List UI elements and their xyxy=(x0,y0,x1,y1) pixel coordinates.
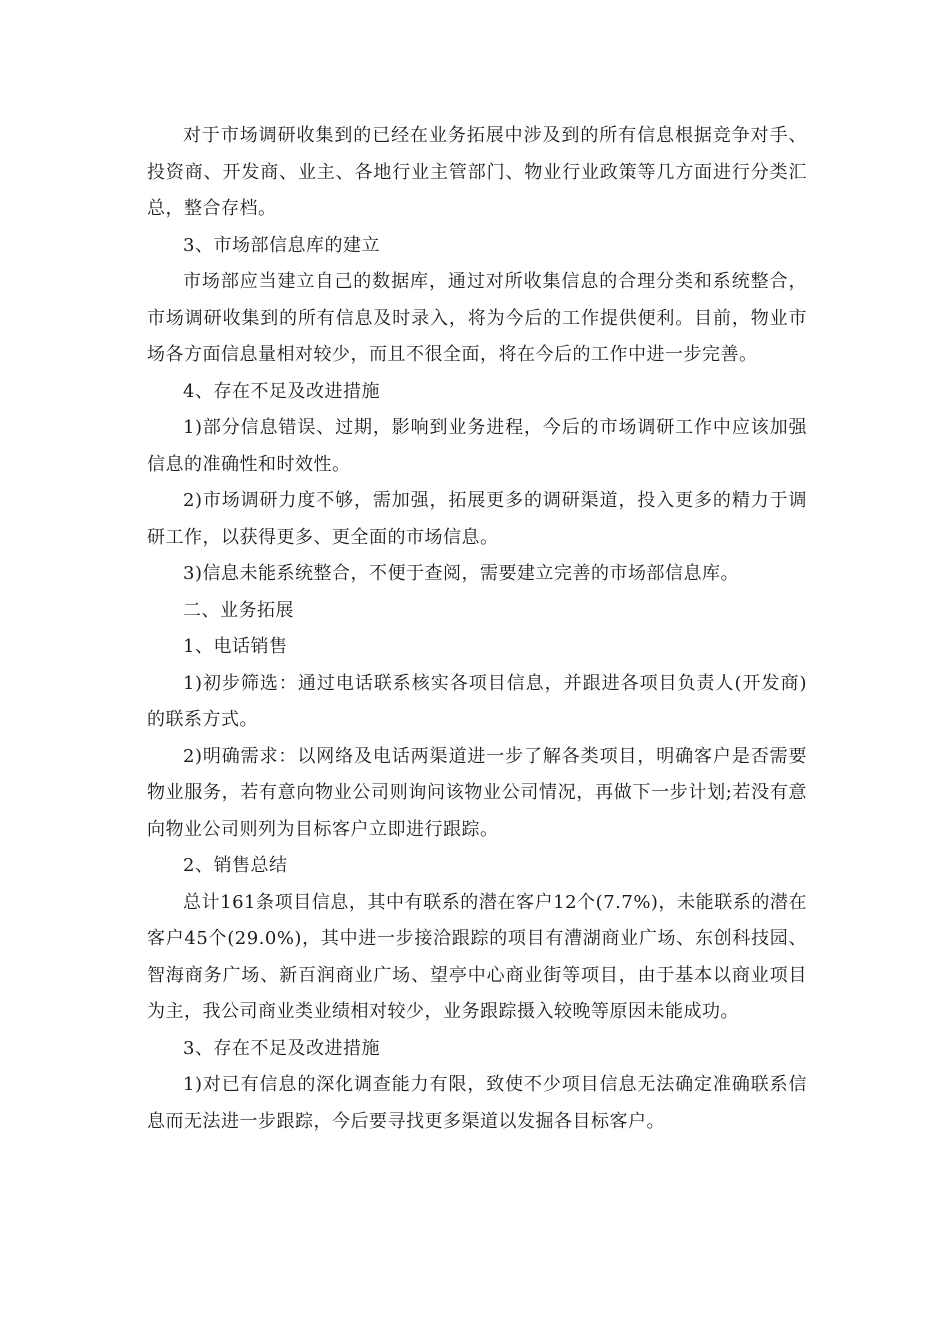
heading-telephone-sales: 1、电话销售 xyxy=(183,636,288,657)
list-item-initial-screening: 1)初步筛选：通过电话联系核实各项目信息，并跟进各项目负责人(开发商)的联系方式。 xyxy=(147,672,807,730)
section-heading-business-expansion: 二、业务拓展 xyxy=(183,599,294,621)
list-item-clarify-needs: 2)明确需求：以网络及电话两渠道进一步了解各类项目，明确客户是否需要物业服务，若有意向物业公司则询问该物业公司情况，再做下一步计划;若没有意向物业公司则列为目标客户立即进行跟踪。 xyxy=(147,745,807,840)
list-item-deep-investigation: 1)对已有信息的深化调查能力有限，致使不少项目信息无法确定准确联系信息而无法进一步跟踪，今后要寻找更多渠道以发掘各目标客户。 xyxy=(147,1074,807,1132)
heading-shortcomings-1: 4、存在不足及改进措施 xyxy=(183,380,380,402)
heading-sales-summary: 2、销售总结 xyxy=(183,855,288,876)
heading-shortcomings-2: 3、存在不足及改进措施 xyxy=(183,1037,380,1059)
list-item-shortcoming-2: 2)市场调研力度不够，需加强，拓展更多的调研渠道，投入更多的精力于调研工作，以获得更多、更全面的市场信息。 xyxy=(147,490,807,548)
paragraph-info-classification: 对于市场调研收集到的已经在业务拓展中涉及到的所有信息根据竞争对手、投资商、开发商、业主、各地行业主管部门、物业行业政策等几方面进行分类汇总，整合存档。 xyxy=(147,125,807,219)
paragraph-database-setup: 市场部应当建立自己的数据库，通过对所收集信息的合理分类和系统整合，市场调研收集到的所有信息及时录入，将为今后的工作提供便利。目前，物业市场各方面信息量相对较少，而且不很全面，将在今后的工作中进一步完善。 xyxy=(147,271,807,365)
document-body xyxy=(147,118,807,1140)
paragraph-sales-summary: 总计161条项目信息，其中有联系的潜在客户12个(7.7%)，未能联系的潜在客户45个(29.0%)，其中进一步接洽跟踪的项目有漕湖商业广场、东创科技园、智海商务广场、新百润商业广场、望亭中心商业街等项目，由于基本以商业项目为主，我公司商业类业绩相对较少，业务跟踪摄入较晚等原因未能成功。 xyxy=(147,891,807,1022)
heading-database-setup: 3、市场部信息库的建立 xyxy=(183,234,380,256)
list-item-shortcoming-1: 1)部分信息错误、过期，影响到业务进程，今后的市场调研工作中应该加强信息的准确性和时效性。 xyxy=(147,417,807,475)
list-item-shortcoming-3: 3)信息未能系统整合，不便于查阅，需要建立完善的市场部信息库。 xyxy=(183,563,739,584)
